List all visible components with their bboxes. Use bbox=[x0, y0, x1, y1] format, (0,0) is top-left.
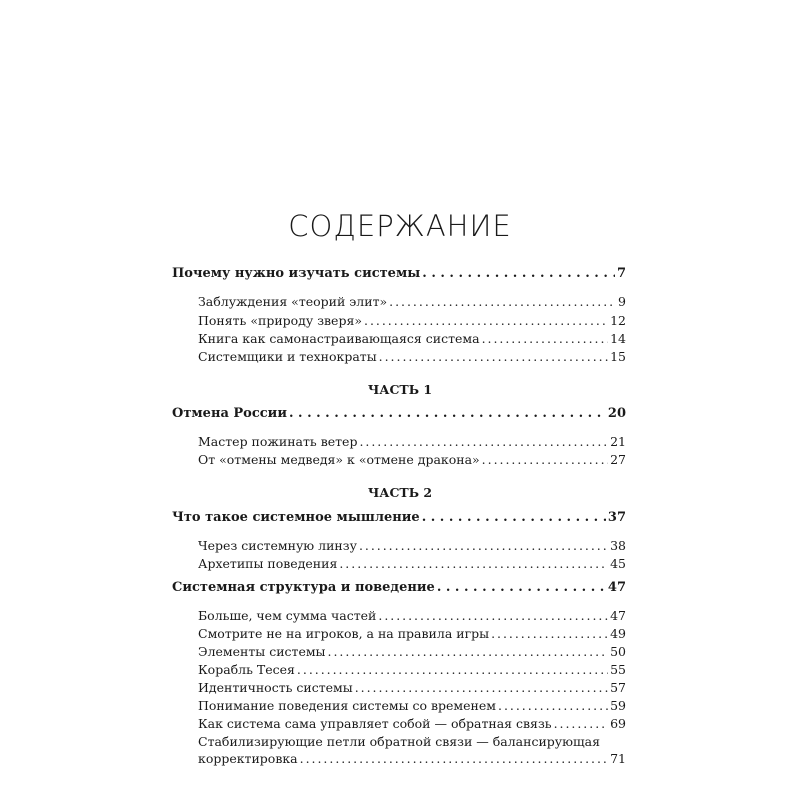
toc-entry-title: Книга как самонастраивающаяся система bbox=[198, 331, 480, 346]
toc-entry-title: Почему нужно изучать системы bbox=[172, 266, 421, 281]
toc-entry-page: 49 bbox=[610, 626, 626, 641]
toc-entry-page: 59 bbox=[610, 698, 626, 713]
toc-entry-title: Системная структура и поведение bbox=[172, 580, 435, 595]
toc-chapter-why-study-systems[interactable] bbox=[172, 266, 626, 282]
toc-entry-title: Архетипы поведения bbox=[198, 556, 338, 571]
dot-leader bbox=[339, 556, 608, 572]
toc-entry-page: 71 bbox=[610, 751, 626, 766]
toc-entry-title: Мастер пожинать ветер bbox=[198, 434, 358, 449]
dot-leader bbox=[328, 644, 609, 660]
toc-entry[interactable] bbox=[198, 538, 626, 554]
dot-leader bbox=[482, 452, 608, 468]
toc-entry-line1[interactable] bbox=[198, 734, 626, 750]
toc-entry[interactable] bbox=[198, 313, 626, 329]
toc-entry-title: Больше, чем сумма частей bbox=[198, 608, 377, 623]
toc-entry-page: 47 bbox=[607, 580, 626, 595]
toc-entry[interactable] bbox=[198, 556, 626, 572]
toc-entry[interactable] bbox=[198, 751, 626, 767]
toc-entry-title: Понять «природу зверя» bbox=[198, 313, 362, 328]
dot-leader bbox=[359, 434, 608, 450]
toc-entry[interactable] bbox=[198, 626, 626, 642]
toc-chapter-systems-thinking[interactable] bbox=[172, 510, 626, 526]
toc-entry-title: Что такое системное мышление bbox=[172, 510, 420, 525]
dot-leader bbox=[437, 580, 606, 596]
dot-leader bbox=[379, 349, 608, 365]
toc-entry[interactable] bbox=[198, 662, 626, 678]
toc-entry-title: Через системную линзу bbox=[198, 538, 357, 553]
toc-entry-page: 9 bbox=[618, 294, 626, 309]
toc-entry-page: 37 bbox=[607, 510, 626, 525]
toc-entry-page: 55 bbox=[610, 662, 626, 677]
toc-entry-page: 7 bbox=[616, 266, 626, 281]
dot-leader bbox=[355, 680, 608, 696]
part-heading-2: ЧАСТЬ 2 bbox=[367, 485, 433, 500]
toc-chapter-system-structure[interactable] bbox=[172, 580, 626, 596]
toc-entry-title: Понимание поведения системы со временем bbox=[198, 698, 497, 713]
toc-entry[interactable] bbox=[198, 608, 626, 624]
toc-entry[interactable] bbox=[198, 434, 626, 450]
dot-leader bbox=[378, 608, 608, 624]
dot-leader bbox=[422, 266, 615, 282]
page-title: СОДЕРЖАНИЕ bbox=[288, 209, 512, 243]
toc-entry-title: Стабилизирующие петли обратной связи — балансирующая bbox=[198, 734, 600, 749]
dot-leader bbox=[498, 698, 608, 714]
dot-leader bbox=[554, 716, 609, 732]
toc-entry[interactable] bbox=[198, 698, 626, 714]
toc-entry-page: 27 bbox=[610, 452, 626, 467]
dot-leader bbox=[491, 626, 608, 642]
toc-entry[interactable] bbox=[198, 644, 626, 660]
toc-entry[interactable] bbox=[198, 294, 626, 310]
toc-entry[interactable] bbox=[198, 349, 626, 365]
toc-entry-page: 38 bbox=[610, 538, 626, 553]
toc-entry-title: Идентичность системы bbox=[198, 680, 353, 695]
toc-entry-title: корректировка bbox=[198, 751, 298, 766]
dot-leader bbox=[297, 662, 608, 678]
dot-leader bbox=[422, 510, 606, 526]
toc-entry[interactable] bbox=[198, 680, 626, 696]
dot-leader bbox=[364, 313, 608, 329]
toc-entry-title: Смотрите не на игроков, а на правила игры bbox=[198, 626, 490, 641]
toc-entry[interactable] bbox=[198, 331, 626, 347]
toc-entry-title: Элементы системы bbox=[198, 644, 326, 659]
toc-entry-title: Системщики и технократы bbox=[198, 349, 377, 364]
toc-entry-title: От «отмены медведя» к «отмене дракона» bbox=[198, 452, 480, 467]
dot-leader bbox=[389, 294, 616, 310]
dot-leader bbox=[300, 751, 608, 767]
toc-entry-page: 15 bbox=[610, 349, 626, 364]
toc-entry-page: 45 bbox=[610, 556, 626, 571]
toc-entry-title: Корабль Тесея bbox=[198, 662, 295, 677]
toc-entry-page: 12 bbox=[610, 313, 626, 328]
toc-entry-title: Заблуждения «теорий элит» bbox=[198, 294, 388, 309]
dot-leader bbox=[482, 331, 609, 347]
toc-entry-page: 20 bbox=[607, 406, 626, 421]
toc-entry-page: 14 bbox=[610, 331, 626, 346]
part-heading-1: ЧАСТЬ 1 bbox=[367, 382, 433, 397]
dot-leader bbox=[289, 406, 606, 422]
toc-entry[interactable] bbox=[198, 452, 626, 468]
toc-chapter-cancel-russia[interactable] bbox=[172, 406, 626, 422]
toc-entry-page: 47 bbox=[610, 608, 626, 623]
toc-entry-page: 57 bbox=[610, 680, 626, 695]
toc-entry-page: 69 bbox=[610, 716, 626, 731]
toc-entry-title: Как система сама управляет собой — обратная связь bbox=[198, 716, 552, 731]
toc-entry-page: 21 bbox=[610, 434, 626, 449]
toc-entry-title: Отмена России bbox=[172, 406, 287, 421]
toc-entry-page: 50 bbox=[610, 644, 626, 659]
toc-entry[interactable] bbox=[198, 716, 626, 732]
dot-leader bbox=[359, 538, 608, 554]
